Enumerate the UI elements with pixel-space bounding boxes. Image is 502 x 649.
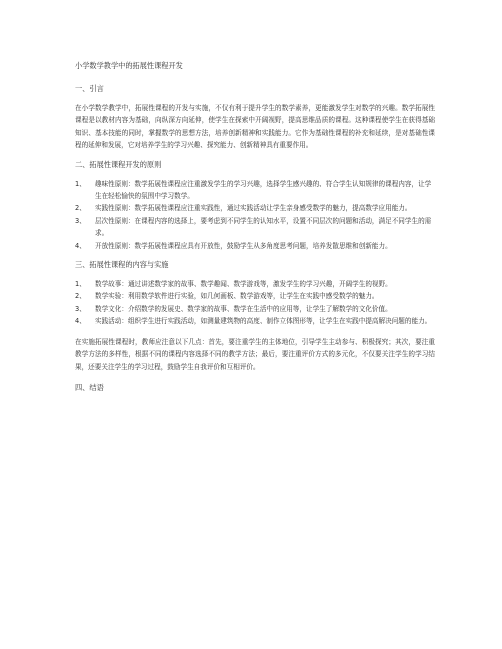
list-item (75, 315, 435, 327)
list-item (75, 240, 435, 252)
list-item-text: 数学实验：利用数学软件进行实验，如几何画板、数学游戏等，让学生在实践中感受数学的魅力。 (95, 292, 379, 301)
list-item-text: 开放性原则：数学拓展性课程应具有开放性，鼓励学生从多角度思考问题，培养发散思维和创新能力。 (95, 241, 392, 250)
list-item-number: 3、 (75, 216, 86, 225)
section-heading-principles: 二、拓展性课程开发的原则 (75, 159, 162, 169)
list-item-text: 实践活动：组织学生进行实践活动，如测量建筑物的高度、制作立体图形等，让学生在实践中提高解决问题的能力。 (95, 317, 432, 326)
list-item-number: 4、 (75, 241, 86, 250)
section-heading-content-implementation: 三、拓展性课程的内容与实施 (75, 260, 169, 270)
principles-list (75, 178, 435, 252)
list-item-text: 趣味性原则：数学拓展性课程应注重激发学生的学习兴趣，选择学生感兴趣的、符合学生认知规律的课程内容，让学生在轻松愉快的氛围中学习数学。 (95, 179, 432, 201)
list-item-number: 2、 (75, 292, 86, 301)
list-item-text: 层次性原则：在课程内容的选择上，要考虑到不同学生的认知水平，设置不同层次的问题和活动，满足不同学生的需求。 (95, 216, 432, 238)
list-item (75, 278, 435, 290)
list-item-text: 实践性原则：数学拓展性课程应注重实践性，通过实践活动让学生亲身感受数学的魅力，提高数学应用能力。 (95, 204, 412, 213)
list-item (75, 215, 435, 240)
list-item (75, 178, 435, 203)
list-item-number: 1、 (75, 179, 86, 188)
list-item-text: 数学文化：介绍数学的发展史、数学家的故事、数学在生活中的应用等，让学生了解数学的文化价值。 (95, 304, 392, 313)
document-title: 小学数学教学中的拓展性课程开发 (75, 61, 183, 70)
section-heading-intro: 一、引言 (75, 84, 104, 93)
document-body (75, 61, 435, 401)
list-item (75, 290, 435, 302)
list-item (75, 202, 435, 214)
list-item-number: 1、 (75, 280, 86, 289)
section-heading-conclusion: 四、结语 (75, 382, 104, 392)
implementation-paragraph: 在实施拓展性课程时，教师应注意以下几点：首先，要注重学生的主体地位，引导学生主动参与、积极探究；其次，要注重教学方法的多样性，根据不同的课程内容选择不同的教学方法；最后，要注重评价方式的多元化，不仅要关注学生的学习结果，还要关注学生的学习过程，鼓励学生自我评价和互相评价。 (75, 337, 435, 371)
list-item-number: 2、 (75, 204, 86, 213)
list-item-text: 数学故事：通过讲述数学家的故事、数学趣闻、数学游戏等，激发学生的学习兴趣，开阔学生的视野。 (95, 280, 392, 289)
list-item-number: 3、 (75, 304, 86, 313)
list-item (75, 303, 435, 315)
intro-paragraph: 在小学数学教学中，拓展性课程的开发与实施，不仅有利于提升学生的数学素养，更能激发学生对数学的兴趣。数学拓展性课程是以教材内容为基础，向纵深方向延伸，使学生在探索中开阔视野，提高思维品质的课程。这种课程使学生在获得基础知识、基本技能的同时，掌握数学的思想方法，培养创新精神和实践能力。它作为基础性课程的补充和延续，是对基础性课程的延伸和发展，它对培养学生的学习兴趣、探究能力、创新精神具有重要作用。 (75, 104, 435, 150)
content-list (75, 278, 435, 328)
list-item-number: 4、 (75, 317, 86, 326)
